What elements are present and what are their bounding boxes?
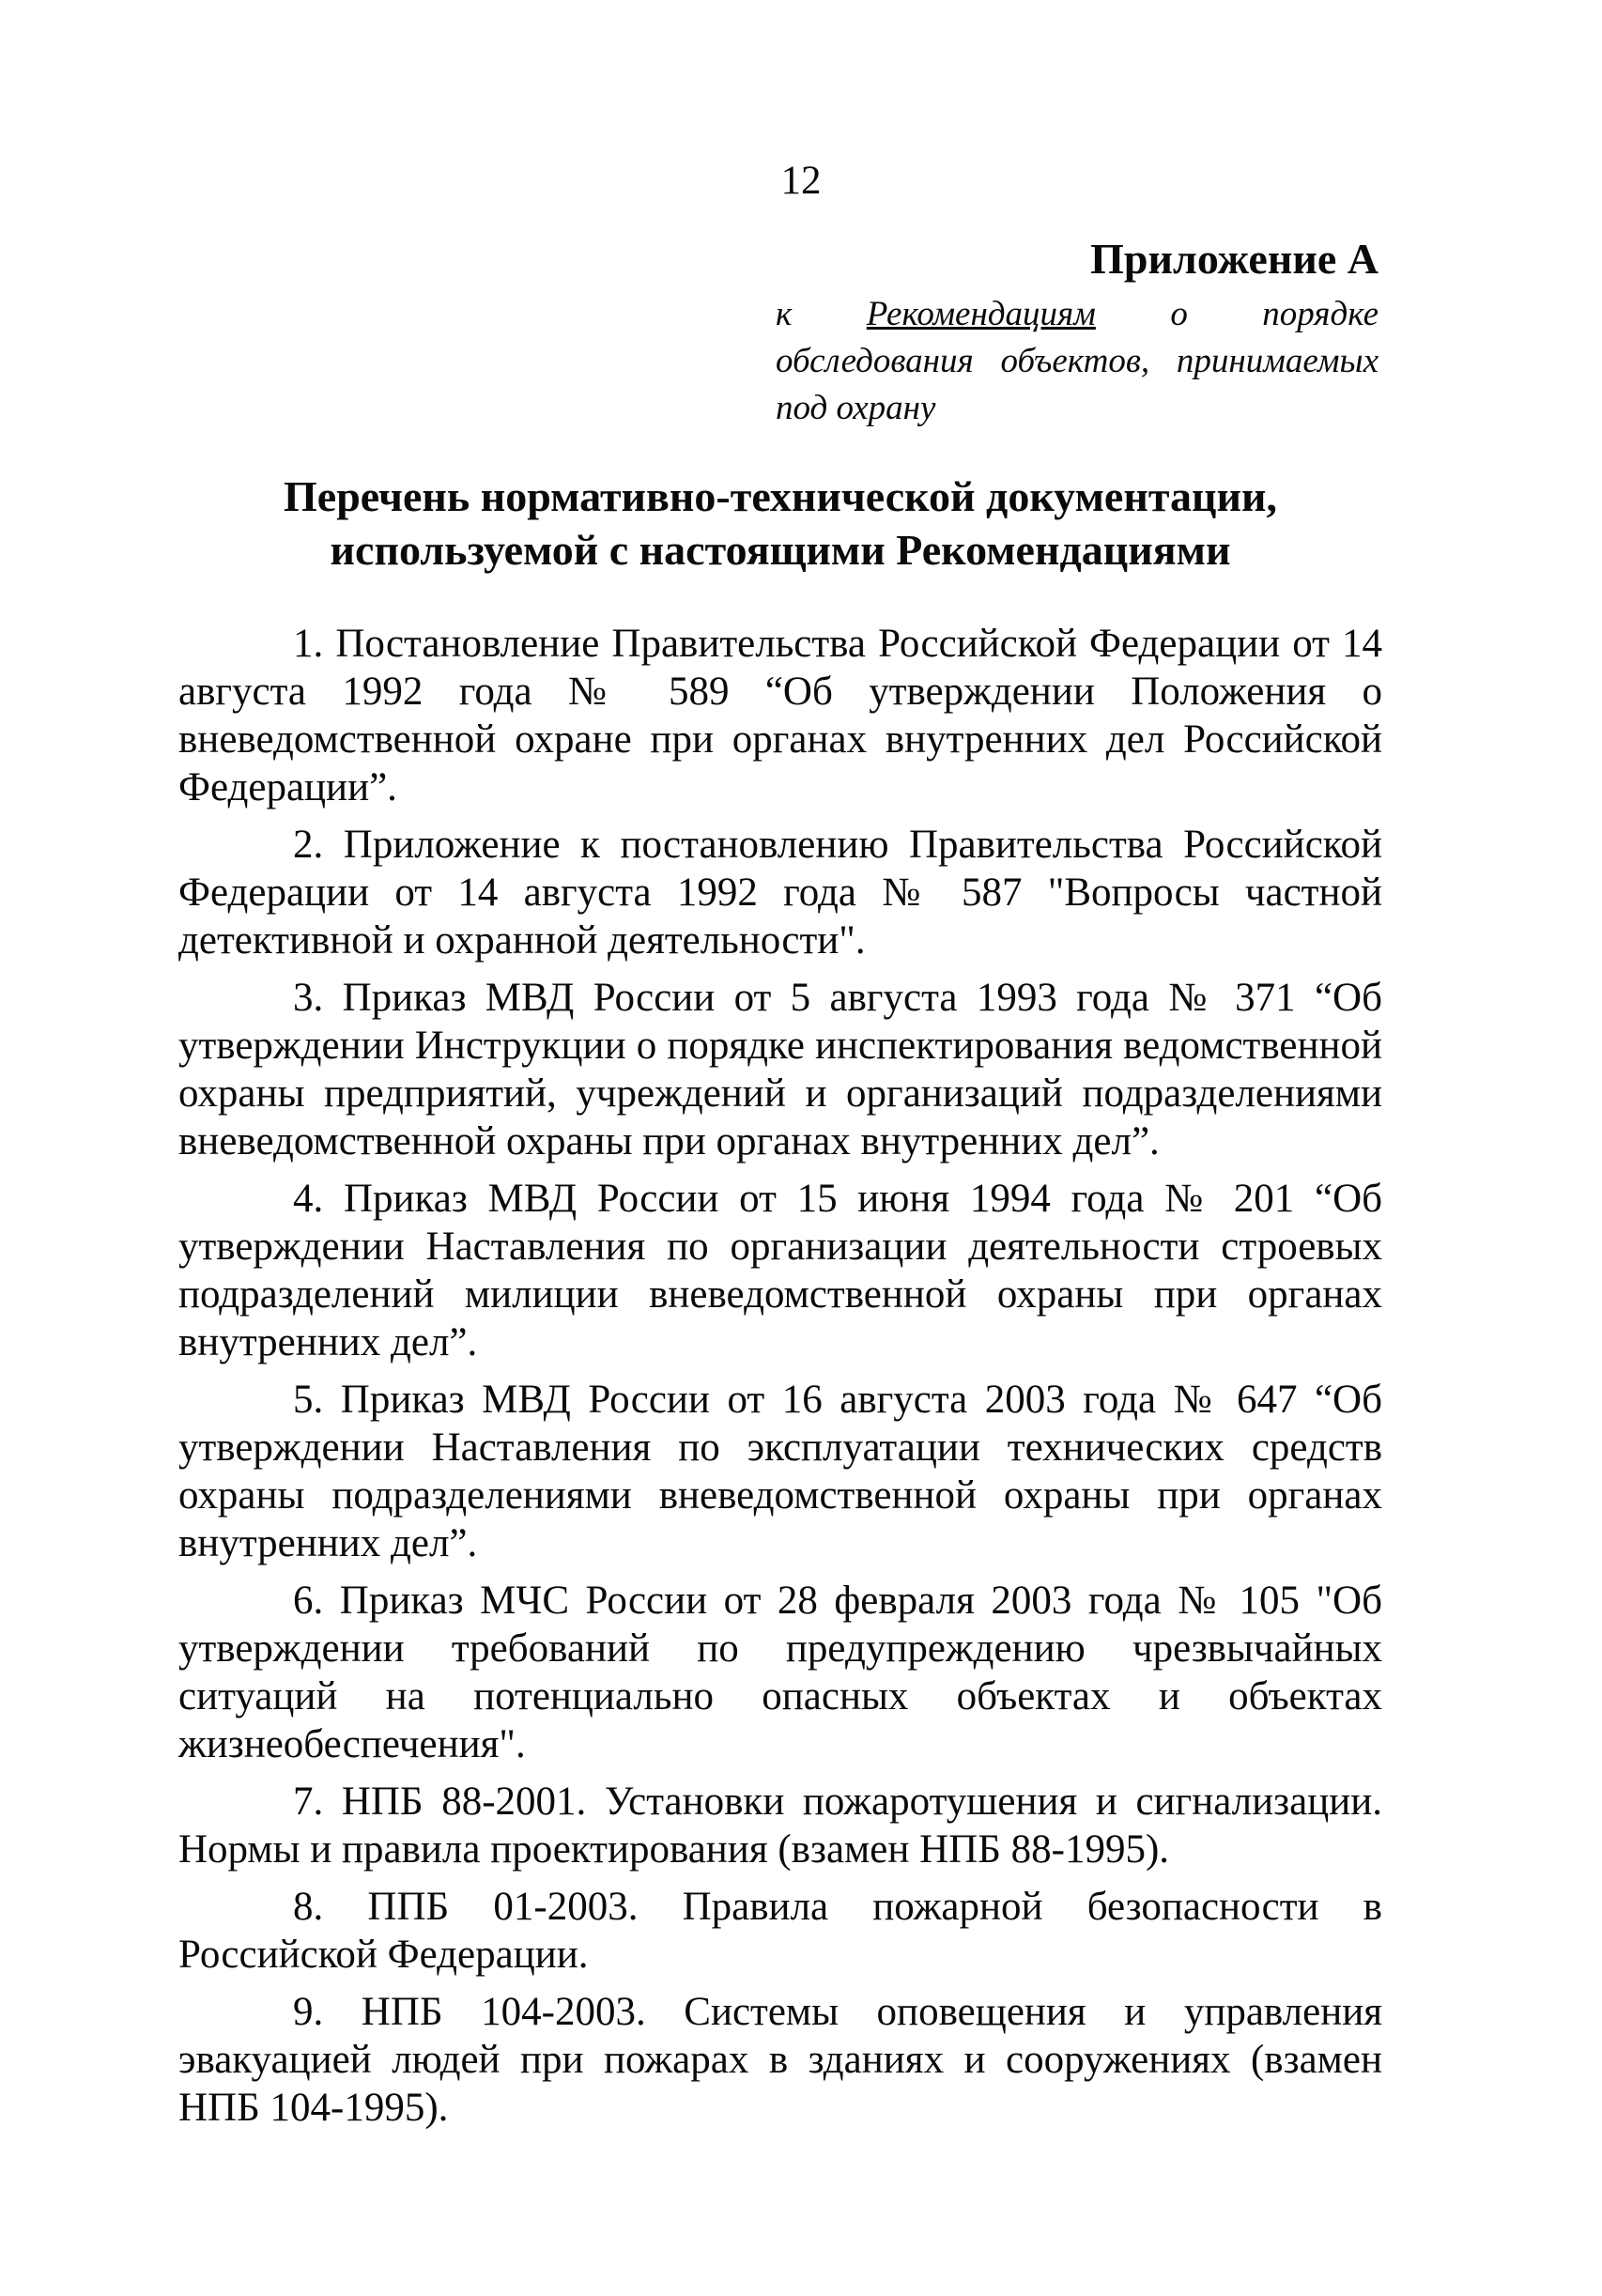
appendix-rest: о порядке обследования объектов, принимаемых под охрану [776, 295, 1379, 427]
list-item: 8. ППБ 01-2003. Правила пожарной безопасности в Российской Федерации. [178, 1885, 1382, 1977]
list-item: 4. Приказ МВД России от 15 июня 1994 года № 201 “Об утверждении Наставления по организации деятельности строевых подразделений милиции вневедомственной охраны при органах внутренних дел”. [178, 1177, 1382, 1364]
document-heading [178, 470, 1382, 577]
list-item: 7. НПБ 88-2001. Установки пожаротушения и сигнализации. Нормы и правила проектирования (взамен НПБ 88-1995). [178, 1780, 1382, 1872]
list-item: 5. Приказ МВД России от 16 августа 2003 года № 647 “Об утверждении Наставления по эксплуатации технических средств охраны подразделениями вневедомственной охраны при органах внутренних дел”. [178, 1378, 1382, 1565]
list-item: 2. Приложение к постановлению Правительства Российской Федерации от 14 августа 1992 года № 587 "Вопросы частной детективной и охранной деятельности". [178, 823, 1382, 963]
list-item: 9. НПБ 104-2003. Системы оповещения и управления эвакуацией людей при пожарах в зданиях и сооружениях (взамен НПБ 104-1995). [178, 1990, 1382, 2130]
list-item: 1. Постановление Правительства Российской Федерации от 14 августа 1992 года № 589 “Об утверждении Положения о вневедомственной охране при органах внутренних дел Российской Федерации”. [178, 622, 1382, 809]
list-item: 6. Приказ МЧС России от 28 февраля 2003 года № 105 "Об утверждении требований по предупреждению чрезвычайных ситуаций на потенциально опасных объектах и объектах жизнеобеспечения". [178, 1579, 1382, 1766]
heading-line-2: используемой с настоящими Рекомендациями [330, 526, 1231, 574]
recommendations-link[interactable]: Рекомендациям [866, 295, 1096, 333]
appendix-block [776, 233, 1379, 432]
regulation-list [178, 620, 1382, 2141]
appendix-subtitle [776, 291, 1379, 432]
appendix-prefix: к [776, 295, 793, 333]
list-item: 3. Приказ МВД России от 5 августа 1993 года № 371 “Об утверждении Инструкции о порядке инспектирования ведомственной охраны предприятий, учреждений и организаций подразделениями вневедомственной охраны при органах внутренних дел”. [178, 976, 1382, 1163]
appendix-title: Приложение А [1090, 235, 1379, 283]
page-number: 12 [780, 159, 822, 203]
heading-line-1: Перечень нормативно-технической документации, [284, 472, 1277, 520]
